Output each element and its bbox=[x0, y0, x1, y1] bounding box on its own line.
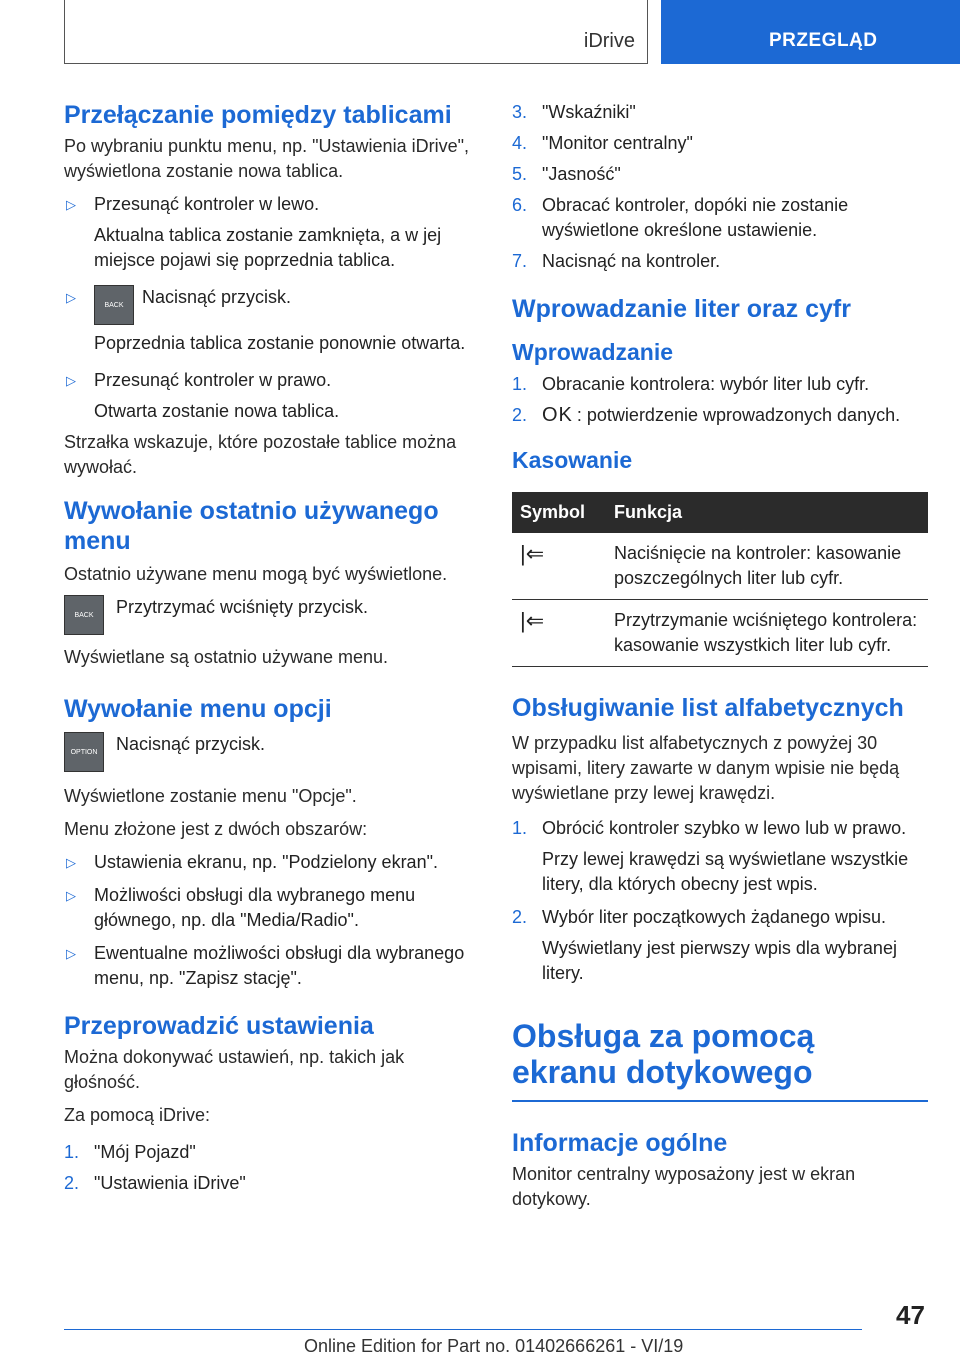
overview-label: PRZEGLĄD bbox=[769, 30, 878, 51]
back-button-icon: BACK bbox=[94, 285, 134, 325]
options-instruction: OPTION Nacisnąć przycisk. bbox=[64, 732, 476, 772]
bullet-item: ▷ Przesunąć kontroler w lewo. bbox=[64, 192, 476, 217]
numbered-step: 2. OK : potwierdzenie wprowadzonych danych. bbox=[512, 404, 901, 426]
para-lists: W przypadku list alfabetycznych z powyżej 30 wpisami, litery zawarte w danym wpisie nie będą wyświetlane przy lewej krawędzi. bbox=[512, 733, 900, 803]
left-column bbox=[64, 100, 476, 1196]
bullet-subtext: Aktualna tablica zostanie zamknięta, a w jej miejsce pojawi się poprzednia tablica. bbox=[94, 225, 442, 270]
para-recent2: Wyświetlane są ostatnio używane menu. bbox=[64, 647, 388, 667]
subheading-delete: Kasowanie bbox=[512, 447, 633, 473]
step-subtext: Przy lewej krawędzi są wyświetlane wszystkie litery, dla których obecny jest wpis. bbox=[542, 849, 909, 894]
table-row bbox=[512, 600, 928, 667]
numbered-step: 3. "Wskaźniki" bbox=[512, 102, 636, 122]
heading-switch-boards: Przełączanie pomiędzy tablicami bbox=[64, 101, 452, 129]
table-row bbox=[512, 533, 928, 600]
delete-icon: |⇐ bbox=[512, 600, 606, 667]
section-rule bbox=[512, 1100, 928, 1102]
heading-general: Informacje ogólne bbox=[512, 1129, 728, 1157]
numbered-step: 2. "Ustawienia iDrive" bbox=[64, 1173, 246, 1193]
heading-settings: Przeprowadzić ustawienia bbox=[64, 1012, 374, 1040]
triangle-bullet-icon: ▷ bbox=[66, 946, 76, 961]
triangle-bullet-icon: ▷ bbox=[66, 888, 76, 903]
footer-rule bbox=[64, 1329, 862, 1330]
ok-icon: OK bbox=[542, 404, 573, 426]
bullet-subtext: Poprzednia tablica zostanie ponownie otwarta. bbox=[94, 333, 466, 353]
heading-input: Wprowadzanie liter oraz cyfr bbox=[512, 295, 851, 323]
numbered-step: 6. Obracać kontroler, dopóki nie zostanie wyświetlone określone ustawienie. bbox=[512, 195, 849, 240]
step-subtext: Wyświetlany jest pierwszy wpis dla wybranej litery. bbox=[542, 938, 897, 983]
bullet-item: ▷ Ewentualne możliwości obsługi dla wybranego menu, np. "Zapisz stację". bbox=[66, 943, 465, 988]
delete-icon: |⇐ bbox=[512, 533, 606, 600]
numbered-step: 7. Nacisnąć na kontroler. bbox=[512, 251, 721, 271]
delete-table bbox=[512, 492, 928, 667]
table-cell-function: Przytrzymanie wciśniętego kontrolera: kasowanie wszystkich liter lub cyfr. bbox=[606, 600, 928, 667]
table-cell-function: Naciśnięcie na kontroler: kasowanie poszczególnych liter lub cyfr. bbox=[606, 533, 928, 600]
triangle-bullet-icon: ▷ bbox=[66, 290, 76, 305]
header-section-box bbox=[64, 0, 648, 64]
header-section-title: iDrive bbox=[583, 30, 635, 52]
bullet-subtext: Otwarta zostanie nowa tablica. bbox=[94, 401, 340, 421]
bullet-item: ▷ Ustawienia ekranu, np. "Podzielony ekran". bbox=[64, 850, 476, 875]
para-recent: Ostatnio używane menu mogą być wyświetlone. bbox=[64, 564, 448, 584]
para-general: Monitor centralny wyposażony jest w ekran dotykowy. bbox=[512, 1164, 856, 1209]
page-number: 47 bbox=[896, 1300, 925, 1330]
triangle-bullet-icon: ▷ bbox=[66, 855, 76, 870]
right-column bbox=[512, 100, 928, 1212]
recent-instruction: BACK Przytrzymać wciśnięty przycisk. bbox=[64, 595, 476, 635]
table-header-function: Funkcja bbox=[606, 492, 928, 533]
table-header-symbol: Symbol bbox=[512, 492, 606, 533]
numbered-step: 1. "Mój Pojazd" bbox=[64, 1142, 196, 1162]
para-options2: Menu złożone jest z dwóch obszarów: bbox=[64, 819, 368, 839]
numbered-step: 1. Obracanie kontrolera: wybór liter lub cyfr. bbox=[512, 374, 870, 394]
back-button-icon: BACK bbox=[64, 595, 104, 635]
bullet-item: ▷ Możliwości obsługi dla wybranego menu głównego, np. dla "Media/Radio". bbox=[66, 885, 416, 930]
bullet-item: ▷ Przesunąć kontroler w prawo. bbox=[64, 368, 476, 393]
heading-touchscreen: Obsługa za pomocą ekranu dotykowego bbox=[512, 1018, 815, 1090]
subheading-intro: Wprowadzanie bbox=[512, 339, 674, 365]
triangle-bullet-icon: ▷ bbox=[66, 197, 76, 212]
para-settings1: Można dokonywać ustawień, np. takich jak głośność. bbox=[64, 1047, 405, 1092]
heading-recent-menu: Wywołanie ostatnio używanego menu bbox=[64, 497, 439, 555]
heading-lists: Obsługiwanie list alfabetycznych bbox=[512, 694, 904, 722]
para-settings2: Za pomocą iDrive: bbox=[64, 1105, 211, 1125]
triangle-bullet-icon: ▷ bbox=[66, 373, 76, 388]
numbered-step: 5. "Jasność" bbox=[512, 164, 621, 184]
heading-options-menu: Wywołanie menu opcji bbox=[64, 695, 332, 723]
bullet-item: ▷ BACK Nacisnąć przycisk. bbox=[64, 285, 476, 327]
numbered-step: 2. Wybór liter początkowych żądanego wpisu. bbox=[512, 907, 887, 927]
footer-edition: Online Edition for Part no. 01402666261 - VI/19 bbox=[304, 1336, 684, 1356]
numbered-step: 1. Obrócić kontroler szybko w lewo lub w prawo. bbox=[512, 818, 907, 838]
numbered-step: 4. "Monitor centralny" bbox=[512, 133, 693, 153]
para-arrow: Strzałka wskazuje, które pozostałe tablice można wywołać. bbox=[64, 432, 457, 477]
para-options1: Wyświetlone zostanie menu "Opcje". bbox=[64, 786, 357, 806]
option-button-icon: OPTION bbox=[64, 732, 104, 772]
overview-nav-button[interactable] bbox=[661, 0, 960, 64]
para-switch: Po wybraniu punktu menu, np. "Ustawienia iDrive", wyświetlona zostanie nowa tablica. bbox=[64, 136, 469, 181]
